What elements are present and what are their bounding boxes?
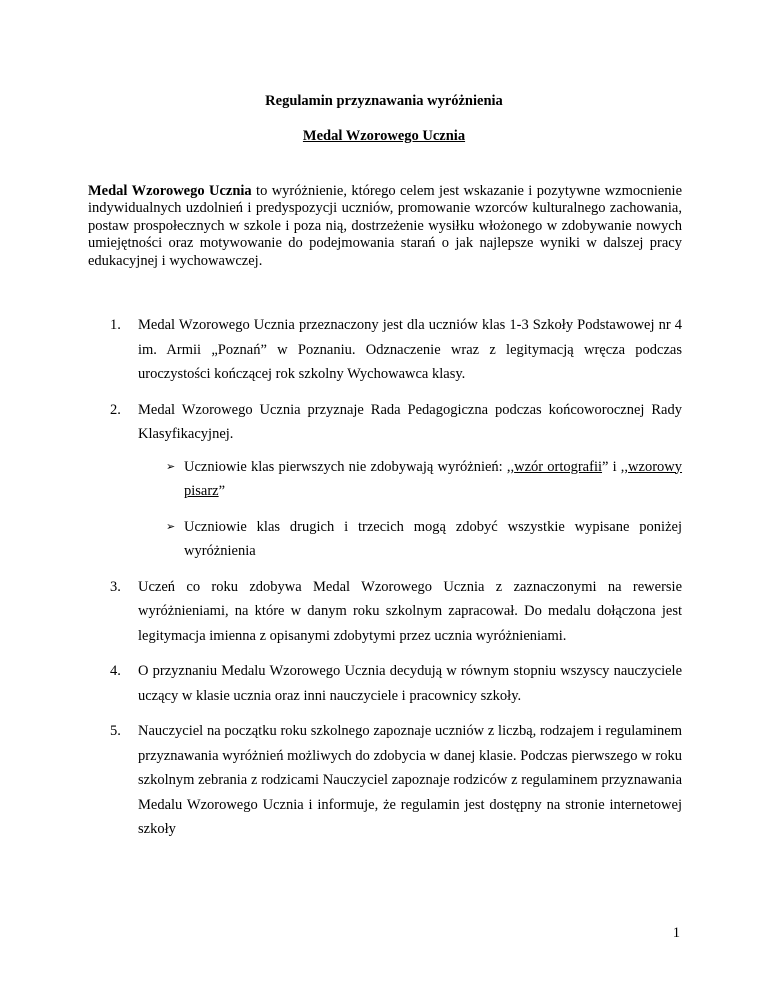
sub-item-text: Uczniowie klas drugich i trzecich mogą zdobyć wszystkie wypisane poniżej wyróżnienia [184, 518, 682, 559]
list-item [110, 719, 682, 842]
arrow-bullet-icon: ➢ [166, 519, 176, 533]
award-name-ortografia: wzór ortografii [514, 458, 603, 475]
item-text: Medal Wzorowego Ucznia przyznaje Rada Pedagogiczna podczas końcoworocznej Rady Klasyfikacyjnej. [138, 401, 682, 442]
item-text: O przyznaniu Medalu Wzorowego Ucznia decydują w równym stopniu wszyscy nauczyciele uczący w klasie ucznia oraz inni nauczyciele i pracownicy szkoły. [138, 663, 682, 704]
item-number: 3. [110, 578, 121, 595]
document-subtitle [0, 127, 768, 145]
sub-item-suffix: ” [218, 483, 226, 499]
item-text: Nauczyciel na początku roku szkolnego zapoznaje uczniów z liczbą, rodzajem i regulaminem przyznawania wyróżnień możliwych do zdobycia w danej klasie. Podczas pierwszego w roku szkolnym zebrania z rodzicami Nauczyciel zapoznaje rodziców z regulaminem przyznawania Medalu Wzorowego Ucznia i informuje, że regulamin jest dostępny na stronie internetowej szkoły [138, 723, 682, 837]
sub-item-middle: ” i ,, [602, 458, 629, 475]
item-text: Uczeń co roku zdobywa Medal Wzorowego Ucznia z zaznaczonymi na rewersie wyróżnieniami, na które w danym roku szkolnym zapracował. Do medalu dołączona jest legitymacja imienna z opisanymi zdobytymi przez ucznia wyróżnieniami. [138, 578, 682, 644]
subtitle-text: Medal Wzorowego Ucznia [302, 128, 466, 144]
list-item [110, 575, 682, 649]
rules-list [110, 313, 682, 853]
sub-list-item [138, 515, 682, 564]
item-number: 1. [110, 317, 121, 333]
intro-text: to wyróżnienie, którego celem jest wskazanie i pozytywne wzmocnienie indywidualnych uzdolnień i predyspozycji uczniów, promowanie wzorców kulturalnego zachowania, postaw prospołecznych w szkole i poza nią, dostrzeżenie wysiłku włożonego w zdobywanie nowych umiejętności oraz motywowanie do podejmowania starań o jak najlepsze wyniki w dalszej pracy edukacyjnej i wychowawczej. [88, 183, 683, 269]
arrow-bullet-icon: ➢ [166, 459, 176, 473]
document-title: Regulamin przyznawania wyróżnienia [265, 93, 503, 109]
sub-list-item [138, 455, 682, 504]
sub-list [138, 455, 682, 564]
list-item [110, 313, 682, 387]
award-name-pisarz: wzorowy pisarz [184, 458, 683, 499]
list-item [110, 659, 682, 708]
item-number: 5. [110, 723, 121, 739]
item-number: 4. [110, 663, 121, 679]
list-item [110, 398, 682, 564]
sub-item-prefix: Uczniowie klas pierwszych nie zdobywają wyróżnień: ,, [184, 458, 515, 475]
intro-bold-lead: Medal Wzorowego Ucznia [88, 183, 252, 199]
item-text: Medal Wzorowego Ucznia przeznaczony jest dla uczniów klas 1-3 Szkoły Podstawowej nr 4 im. Armii „Poznań” w Poznaniu. Odznaczenie wraz z legitymacją wręcza podczas uroczystości kończącej rok szkolny Wychowawca klasy. [138, 317, 682, 382]
page-number: 1 [672, 925, 680, 941]
item-number: 2. [110, 401, 121, 418]
intro-paragraph [88, 183, 682, 270]
